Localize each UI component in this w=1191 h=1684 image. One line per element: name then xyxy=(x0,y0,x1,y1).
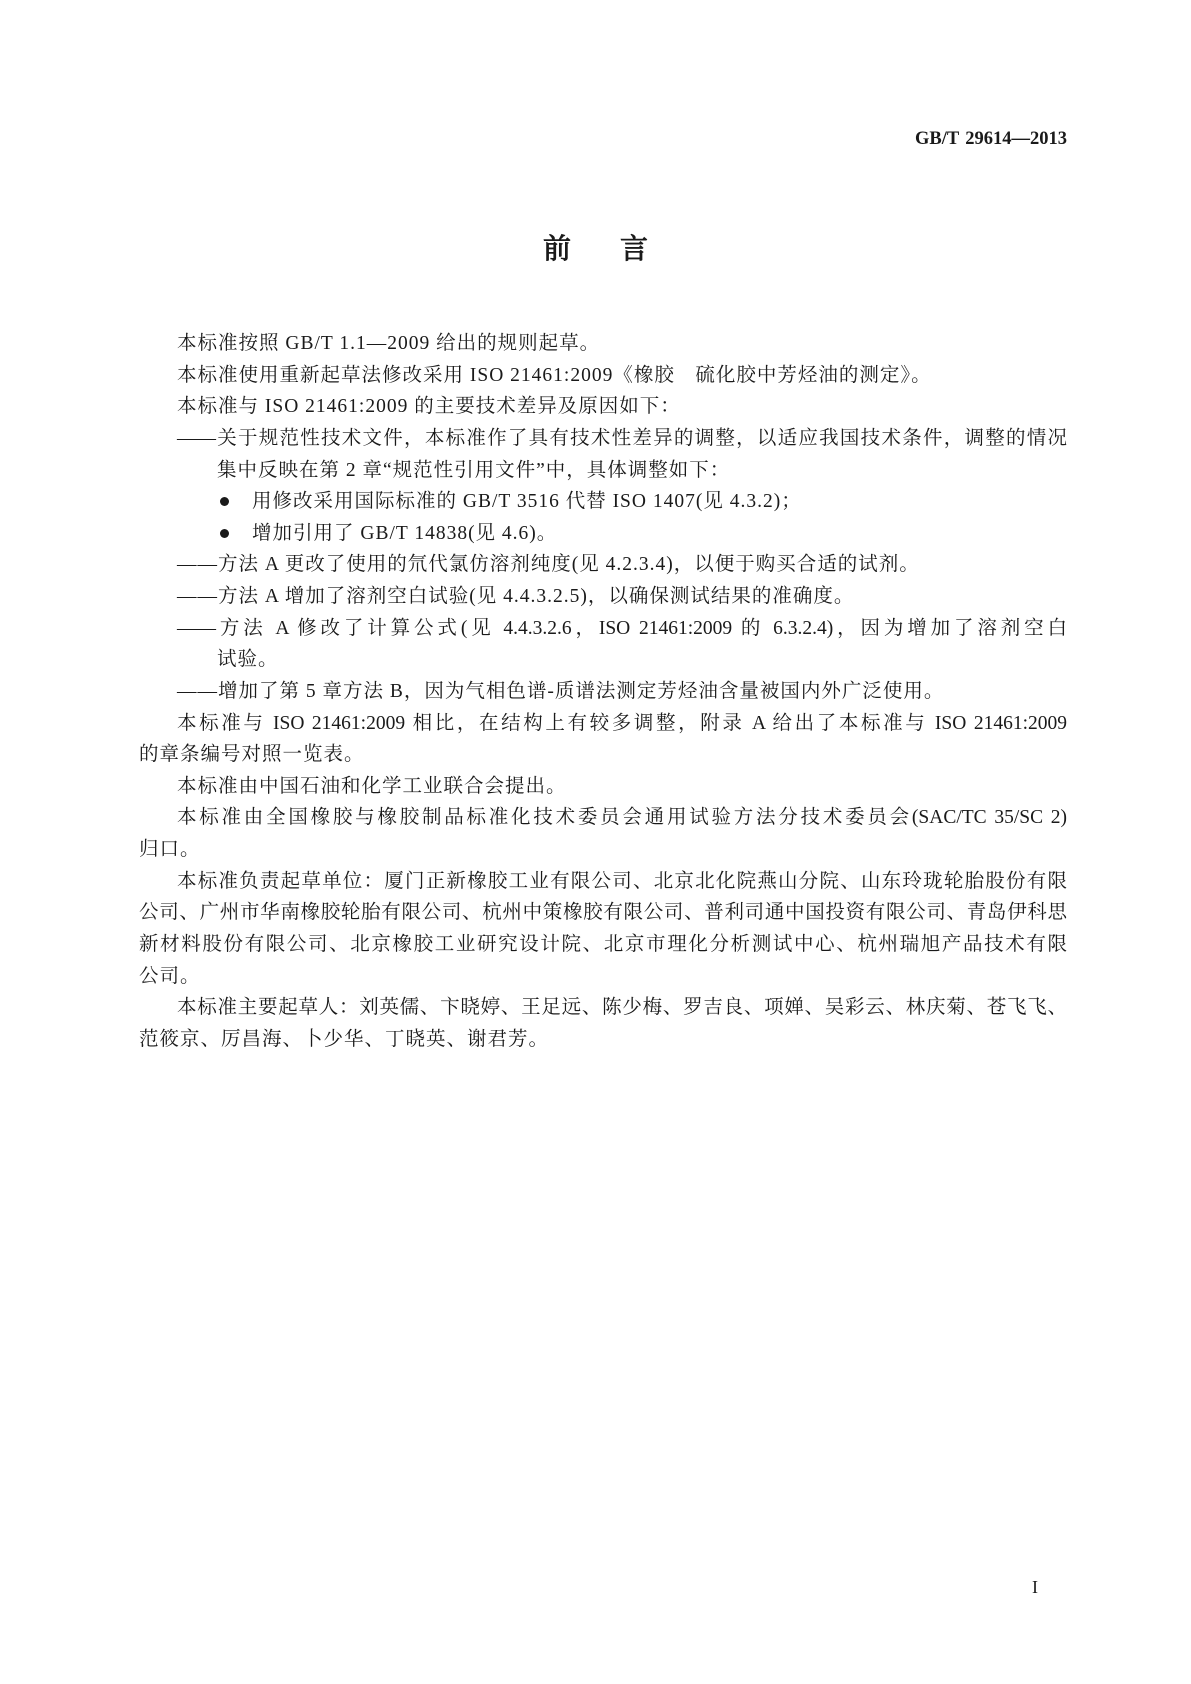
paragraph-line: ——增加了第 5 章方法 B，因为气相色谱-质谱法测定芳烃油含量被国内外广泛使用。 xyxy=(177,680,945,702)
bullet-icon xyxy=(220,529,229,538)
paragraph-line: ——方法 A 更改了使用的氘代氯仿溶剂纯度(见 4.2.3.4)，以便于购买合适的试剂。 xyxy=(177,554,920,576)
standard-code-prefix: GB/T xyxy=(915,129,960,149)
standard-code-number: 29614—2013 xyxy=(965,129,1067,149)
paragraph-adoption: 本标准使用重新起草法修改采用 ISO 21461:2009《橡胶 硫化胶中芳烃油的测定》。 xyxy=(177,364,932,386)
bullet-icon xyxy=(220,497,229,506)
bullet-text: 用修改采用国际标准的 GB/T 3516 代替 ISO 1407(见 4.3.2)； xyxy=(252,491,802,513)
paragraph-line: 本标准由全国橡胶与橡胶制品标准化技术委员会通用试验方法分技术委员会(SAC/TC 35/SC 2) xyxy=(177,807,1067,829)
foreword-body xyxy=(139,328,1067,1055)
paragraph-proposer: 本标准由中国石油和化学工业联合会提出。 xyxy=(177,775,567,797)
paragraph-line: 公司。 xyxy=(139,965,201,987)
standard-code-header xyxy=(915,126,1067,152)
page-title: 前 言 xyxy=(542,233,659,264)
paragraph-line: 公司、广州市华南橡胶轮胎有限公司、杭州中策橡胶有限公司、普利司通中国投资有限公司、青岛伊科思 xyxy=(139,902,1067,924)
paragraph-line: ——方法 A 增加了溶剂空白试验(见 4.4.3.2.5)，以确保测试结果的准确度。 xyxy=(177,586,855,607)
paragraph-structure-note xyxy=(139,708,1067,771)
paragraph-line: 的章条编号对照一览表。 xyxy=(139,744,365,766)
paragraph-differences-intro: 本标准与 ISO 21461:2009 的主要技术差异及原因如下： xyxy=(177,396,681,418)
paragraph-administrator xyxy=(139,802,1067,865)
difference-item xyxy=(139,676,1067,708)
paragraph-drafting-units xyxy=(139,866,1067,993)
paragraph-drafters xyxy=(139,992,1067,1055)
paragraph-line: ——关于规范性技术文件，本标准作了具有技术性差异的调整，以适应我国技术条件，调整的情况 xyxy=(177,427,1067,449)
bullet-item xyxy=(139,486,1067,518)
paragraph-drafting-rules: 本标准按照 GB/T 1.1—2009 给出的规则起草。 xyxy=(177,333,601,354)
bullet-item xyxy=(139,518,1067,550)
paragraph-line: 新材料股份有限公司、北京橡胶工业研究设计院、北京市理化分析测试中心、杭州瑞旭产品技术有限 xyxy=(139,933,1067,955)
paragraph-line: 试验。 xyxy=(217,649,279,671)
difference-item xyxy=(139,423,1067,550)
difference-item xyxy=(139,613,1067,676)
paragraph-line: 集中反映在第 2 章“规范性引用文件”中，具体调整如下： xyxy=(217,459,731,481)
page-number: I xyxy=(1032,1577,1038,1597)
paragraph-line: 本标准与 ISO 21461:2009 相比，在结构上有较多调整，附录 A 给出了本标准与 ISO 21461:2009 xyxy=(177,712,1067,734)
difference-item xyxy=(139,549,1067,581)
paragraph-line: 归口。 xyxy=(139,839,201,860)
paragraph-line: 范筱京、厉昌海、卜少华、丁晓英、谢君芳。 xyxy=(139,1028,550,1050)
paragraph-line: 本标准负责起草单位：厦门正新橡胶工业有限公司、北京北化院燕山分院、山东玲珑轮胎股份有限 xyxy=(177,870,1067,892)
paragraph-line: 本标准主要起草人：刘英儒、卞晓婷、王足远、陈少梅、罗吉良、项婵、吴彩云、林庆菊、苍飞飞、 xyxy=(177,997,1067,1019)
paragraph-line: ——方法 A 修改了计算公式(见 4.4.3.2.6，ISO 21461:2009 的 6.3.2.4)，因为增加了溶剂空白 xyxy=(177,617,1067,639)
bullet-text: 增加引用了 GB/T 14838(见 4.6)。 xyxy=(252,522,558,544)
difference-item xyxy=(139,581,1067,613)
